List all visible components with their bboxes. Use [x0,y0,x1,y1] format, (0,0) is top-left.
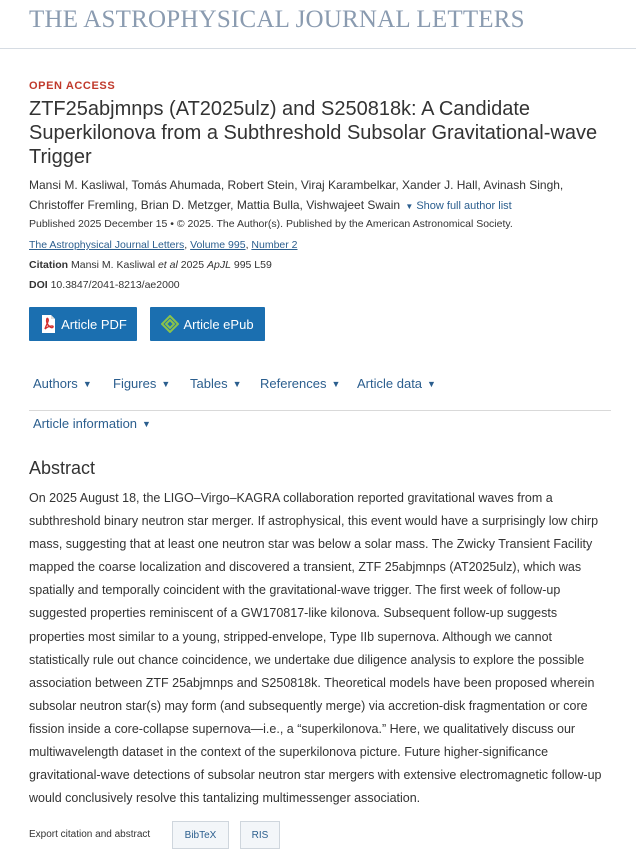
citation-volume: 995 L59 [233,259,272,271]
doi-line [29,279,180,291]
header-divider [0,48,636,49]
caret-down-icon: ▼ [82,379,92,389]
caret-down-icon: ▼ [331,379,341,389]
doi-label: DOI [29,279,48,291]
caret-down-icon: ▼ [405,201,414,211]
citation-etal: et al [157,259,178,271]
article-epub-button[interactable] [150,307,265,341]
tab-article-data-label: Article data [357,376,423,391]
citation-year: 2025 [180,259,205,271]
tab-article-information-label: Article information [33,416,138,431]
doi-value[interactable]: 10.3847/2041-8213/ae2000 [50,279,180,291]
journal-link[interactable]: The Astrophysical Journal Letters [29,239,185,251]
citation-journal: ApJL [207,259,231,271]
caret-down-icon: ▼ [161,379,171,389]
epub-icon [161,315,179,333]
article-pdf-label: Article PDF [61,316,127,332]
abstract-text: On 2025 August 18, the LIGO–Virgo–KAGRA collaboration reported gravitational waves from a subthreshold binary neutron star merger. If astrophysical, this event would have a surprisingly low chirp mass, suggesting that at least one neutron star was below a solar mass. The Zwicky Transient Facility mapped the coarse localization and discovered a transient, ZTF 25abjmnps (AT2025ulz), which was spatially and temporally coincident with the gravitational-wave trigger. The first week of follow-up suggested properties reminiscent of a GW170817-like kilonova. Subsequent follow-up suggests properties most similar to a young, stripped-envelope, Type IIb supernova. Although we cannot statistically rule out chance coincidence, we undertake due diligence analysis to explore the possible association between ZTF 25abjmnps and S250818k. Theoretical models have been proposed wherein subsolar neutron star(s) may form (and subsequently merge) via accretion-disk fragmentation or core fission inside a core-collapse supernova—i.e., a “superkilonova.” Here, we qualitatively discuss our multiwavelength dataset in the context of the superkilonova picture. Future higher-significance gravitational-wave detections of subsolar neutron star mergers with extensive electromagnetic follow-up would conclusively resolve this tantalizing multimessenger association. [29,491,602,806]
open-access-label: OPEN ACCESS [29,80,116,92]
tab-figures[interactable] [113,376,170,391]
volume-link[interactable]: Volume 995 [190,239,246,251]
author-list [29,176,619,216]
journal-masthead[interactable]: THE ASTROPHYSICAL JOURNAL LETTERS [29,6,525,33]
tab-figures-label: Figures [113,376,157,391]
article-pdf-button[interactable] [29,307,137,341]
bibtex-label: BibTeX [184,829,217,841]
number-link[interactable]: Number 2 [251,239,298,251]
tab-article-data[interactable] [357,376,436,391]
bibtex-button[interactable] [172,821,229,849]
citation-authors: Mansi M. Kasliwal [71,259,156,271]
pdf-icon [39,314,57,334]
ris-label: RIS [251,829,269,841]
citation-line [29,259,272,271]
caret-down-icon: ▼ [427,379,436,389]
tab-authors[interactable] [33,376,92,391]
tabs-divider [29,410,611,411]
citation-label: Citation [29,259,69,271]
caret-down-icon: ▼ [142,419,151,429]
tab-article-information[interactable] [33,416,151,431]
tab-references[interactable] [260,376,340,391]
authors-line-2-names: Christoffer Fremling, Brian D. Metzger, Mattia Bulla, Vishwajeet Swain [29,197,401,212]
published-line: Published 2025 December 15 • © 2025. The Author(s). Published by the American Astronomical Society. [29,218,513,230]
export-citation-label: Export citation and abstract [29,829,151,840]
issue-breadcrumb: The Astrophysical Journal Letters, Volume 995, Number 2 [29,239,298,251]
tab-tables-label: Tables [190,376,228,391]
article-title: ZTF25abjmnps (AT2025ulz) and S250818k: A Candidate Superkilonova from a Subthreshold Subsolar Gravitational-wave Trigger [29,98,598,168]
authors-line-1: Mansi M. Kasliwal, Tomás Ahumada, Robert Stein, Viraj Karambelkar, Xander J. Hall, Avinash Singh, [29,178,564,192]
authors-line-2 [29,196,619,217]
tab-tables[interactable] [190,376,242,391]
tab-references-label: References [260,376,327,391]
show-author-list-label: Show full author list [416,199,512,212]
ris-button[interactable] [240,821,280,849]
abstract-heading: Abstract [29,458,96,478]
tab-authors-label: Authors [33,376,78,391]
caret-down-icon: ▼ [232,379,242,389]
article-epub-label: Article ePub [183,316,254,332]
show-full-author-list-toggle[interactable] [403,200,511,212]
